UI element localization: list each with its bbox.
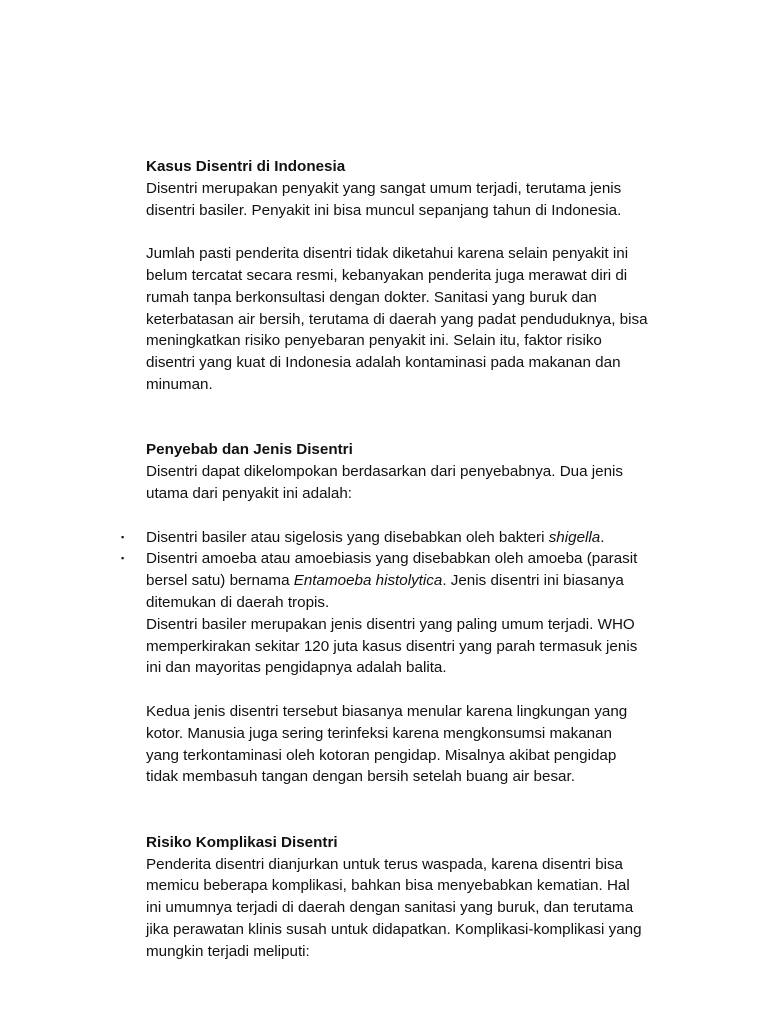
text-line: bersel satu) bernama [146, 572, 294, 590]
square-bullet-icon: ▪ [121, 553, 125, 564]
heading-risiko-komplikasi: Risiko Komplikasi Disentri [146, 833, 338, 851]
text-line: Jumlah pasti penderita disentri tidak diketahui karena selain penyakit ini [146, 245, 629, 263]
bullet-list-jenis-disentri [121, 527, 666, 680]
text-line: Disentri basiler merupakan jenis disentri yang paling umum terjadi. WHO [146, 615, 635, 633]
text-line: ini umumnya terjadi di daerah dengan sanitasi yang buruk, dan terutama [146, 899, 634, 917]
text-line: ditemukan di daerah tropis. [146, 593, 330, 611]
text-line: disentri basiler. Penyakit ini bisa muncul sepanjang tahun di Indonesia. [146, 201, 622, 219]
list-item-disentri-amoeba: ▪ Disentri amoeba atau amoebiasis yang disebabkan oleh amoeba (parasit bersel satu) bernama Entamoeba histolytica. Jenis disentri ini biasanya ditemukan di daerah tropis. Disentri basiler merupakan jenis disentri yang paling umum terjadi. WHO memperkirakan sekitar 120 juta kasus disentri yang parah termasuk jenis ini dan mayoritas pengidapnya adalah balita. [146, 548, 666, 679]
text-line: minuman. [146, 375, 213, 393]
document-body [121, 156, 666, 962]
text-line: Kedua jenis disentri tersebut biasanya menular karena lingkungan yang [146, 702, 628, 720]
text-line: memperkirakan sekitar 120 juta kasus disentri yang parah termasuk jenis [146, 637, 638, 655]
text-line: Penderita disentri dianjurkan untuk terus waspada, karena disentri bisa [146, 855, 623, 873]
italic-term-entamoeba: Entamoeba histolytica [293, 572, 443, 590]
list-item-text: Disentri basiler atau sigelosis yang disebabkan oleh bakteri [146, 528, 549, 546]
square-bullet-icon: ▪ [121, 531, 125, 542]
text-line: utama dari penyakit ini adalah: [146, 484, 353, 502]
text-line: mungkin terjadi meliputi: [146, 942, 310, 960]
heading-penyebab-jenis: Penyebab dan Jenis Disentri [146, 441, 353, 459]
paragraph-risiko-komplikasi [146, 854, 666, 963]
paragraph-penularan [146, 701, 666, 788]
paragraph-jumlah-penderita [146, 243, 666, 396]
text-line: Disentri merupakan penyakit yang sangat umum terjadi, terutama jenis [146, 179, 622, 197]
text-line: disentri yang kuat di Indonesia adalah kontaminasi pada makanan dan [146, 354, 621, 372]
text-line: memicu beberapa komplikasi, bahkan bisa menyebabkan kematian. Hal [146, 877, 630, 895]
list-item-disentri-basiler: ▪ Disentri basiler atau sigelosis yang disebabkan oleh bakteri shigella. [146, 527, 666, 549]
text-line: belum tercatat secara resmi, kebanyakan penderita juga merawat diri di [146, 266, 628, 284]
paragraph-penyebab-intro [146, 461, 666, 505]
heading-kasus-disentri: Kasus Disentri di Indonesia [146, 158, 346, 175]
text-line: jika perawatan klinis susah untuk didapatkan. Komplikasi-komplikasi yang [146, 920, 642, 938]
paragraph-kasus-intro [146, 178, 666, 222]
text-line: yang terkontaminasi oleh kotoran pengidap. Misalnya akibat pengidap [146, 746, 617, 764]
text-line: ini dan mayoritas pengidapnya adalah balita. [146, 659, 447, 677]
text-line: rumah tanpa berkonsultasi dengan dokter. Sanitasi yang buruk dan [146, 288, 597, 306]
text-line: tidak membasuh tangan dengan bersih setelah buang air besar. [146, 768, 575, 786]
text-line: Disentri dapat dikelompokan berdasarkan dari penyebabnya. Dua jenis [146, 463, 624, 481]
text-line: keterbatasan air bersih, terutama di daerah yang padat penduduknya, bisa [146, 310, 648, 328]
text-line: kotor. Manusia juga sering terinfeksi karena mengkonsumsi makanan [146, 724, 612, 742]
text-line: Disentri amoeba atau amoebiasis yang disebabkan oleh amoeba (parasit [146, 550, 638, 568]
italic-term-shigella: shigella [548, 528, 601, 546]
text-line: meningkatkan risiko penyebaran penyakit ini. Selain itu, faktor risiko [146, 332, 602, 350]
